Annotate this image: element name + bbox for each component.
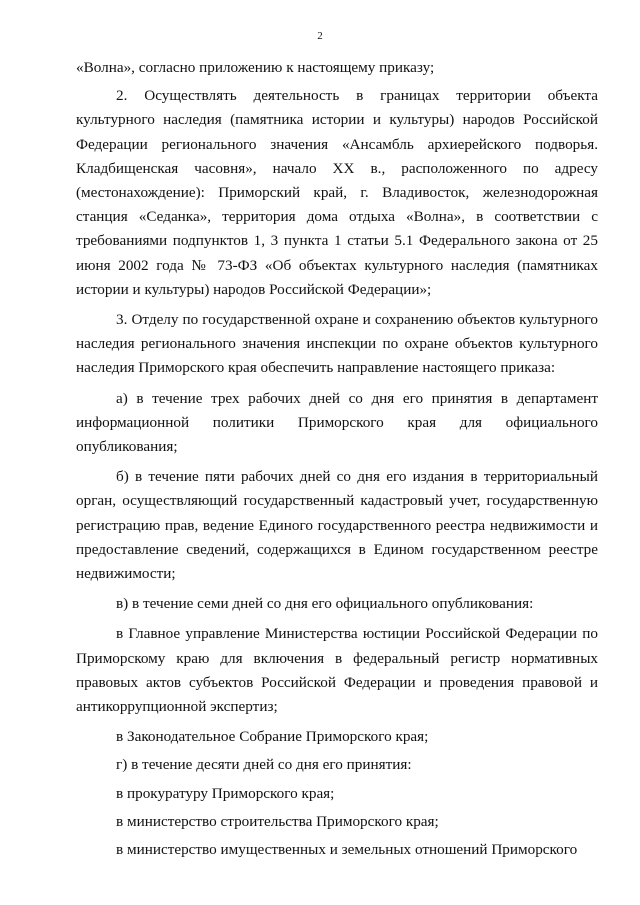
paragraph-continuation: «Волна», согласно приложению к настоящему приказу; <box>76 59 435 76</box>
paragraph-recipient-property: в министерство имущественных и земельных отношений Приморского <box>116 841 578 859</box>
paragraph-subitem-v: в) в течение семи дней со дня его официального опубликования: <box>116 595 534 613</box>
paragraph-recipient-construction: в министерство строительства Приморского края; <box>116 812 439 830</box>
document-body <box>76 56 598 866</box>
paragraph-item-2: 2. Осуществлять деятельность в границах территории объекта культурного наследия (памятника истории и культуры) народов Российской Федерации регионального значения «Ансамбль архиерейского подворья. Кладбищенская часовня», начало XX в., расположенного по адресу (местонахождение): Приморский край, г. Владивосток, железнодорожная станция «Седанка», территория дома отдыха «Волна», в соответствии с требованиями подпунктов 1, 3 пункта 1 статьи 5.1 Федерального закона от 25 июня 2002 года № 73-ФЗ «Об объектах культурного наследия (памятниках истории и культуры) народов Российской Федерации»; <box>76 87 598 298</box>
page-number: 2 <box>317 30 323 42</box>
paragraph-subitem-a: а) в течение трех рабочих дней со дня его принятия в департамент информационной политики Приморского края для официального опубликования; <box>76 389 598 456</box>
paragraph-item-3: 3. Отделу по государственной охране и сохранению объектов культурного наследия регионального значения инспекции по охране объектов культурного наследия Приморского края обеспечить направление настоящего приказа: <box>76 311 598 377</box>
paragraph-recipient-assembly: в Законодательное Собрание Приморского края; <box>116 728 429 746</box>
paragraph-recipient-prosecutor: в прокуратуру Приморского края; <box>116 784 335 802</box>
paragraph-recipient-justice: в Главное управление Министерства юстиции Российской Федерации по Приморскому краю для включения в федеральный регистр нормативных правовых актов субъектов Российской Федерации и проведения правовой и антикоррупционной экспертиз; <box>76 625 598 716</box>
paragraph-subitem-b: б) в течение пяти рабочих дней со дня его издания в территориальный орган, осуществляющий государственный кадастровый учет, государственную регистрацию прав, ведение Единого государственного реестра недвижимости и предоставление сведений, содержащихся в Едином государственном реестре недвижимости; <box>76 468 598 583</box>
paragraph-subitem-g: г) в течение десяти дней со дня его принятия: <box>116 756 412 774</box>
